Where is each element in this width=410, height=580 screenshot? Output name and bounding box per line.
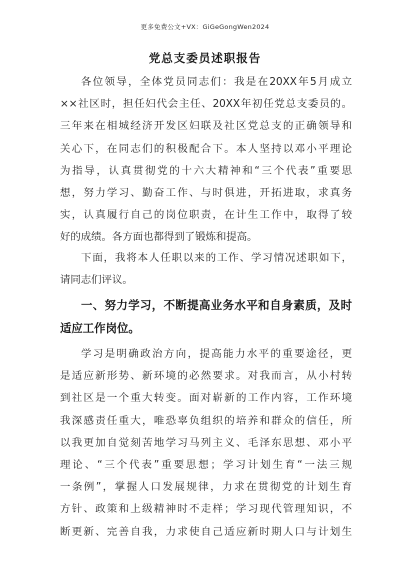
text-line: 实，认真履行自己的岗位职责，在计生工作中，取得了较 <box>60 209 352 222</box>
text-line: 以我更加自觉刻苦地学习马列主义、毛泽东思想、邓小平 <box>60 436 352 449</box>
text-line: 理论、“三个代表”重要思想；学习计划生育“一法三规 <box>60 459 352 472</box>
text-line: 我深感责任重大，唯恐辜负组织的培养和群众的信任，所 <box>60 414 352 427</box>
text-line: 请同志们评议。 <box>60 274 133 287</box>
text-line: 学习是明确政治方向，提高能力水平的重要途径，更 <box>81 348 352 360</box>
text-line: 是适应新形势、新环境的必然要求。对我而言，从小村转 <box>60 370 352 383</box>
section-heading <box>60 294 352 340</box>
text-line: ××社区时，担任妇代会主任、20XX年初任党总支委员的。 <box>60 98 352 111</box>
paragraph-intro <box>60 71 352 249</box>
text-line: 好的成绩。各方面也都得到了锻炼和提高。 <box>60 231 258 244</box>
text-line: 想，努力学习、勤奋工作、与时俱进，开拓进取，求真务 <box>60 187 352 200</box>
header-note: 更多免费公文+VX：GiGeGongWen2024 <box>140 23 270 31</box>
text-line: 各位领导，全体党员同志们：我是在20XX年5月成立 <box>81 76 352 88</box>
text-line: 方针、政策和上级精神时不走样；学习现代管理知识，不 <box>60 503 352 516</box>
text-line: 断更新、完善自我，力求使自己适应新时期人口与计划生 <box>60 525 352 538</box>
page-title: 党总支委员述职报告 <box>148 51 262 65</box>
paragraph-study <box>60 343 352 543</box>
heading-line: 适应工作岗位。 <box>60 321 140 335</box>
text-line: 到社区是一个重大转变。面对崭新的工作内容，工作环境 <box>60 392 352 405</box>
text-line: 关心下，在同志们的积极配合下。本人坚持以邓小平理论 <box>60 142 352 155</box>
paragraph-transition <box>60 247 352 291</box>
text-line: 下面，我将本人任职以来的工作、学习情况述职如下， <box>81 252 352 264</box>
text-line: 一条例”，掌握人口发展规律，力求在贯彻党的计划生育 <box>60 481 352 494</box>
text-line: 为指导，认真贯彻党的十六大精神和“三个代表”重要思 <box>60 164 352 177</box>
text-line: 三年来在相城经济开发区妇联及社区党总支的正确领导和 <box>60 120 352 133</box>
heading-line: 一、努力学习，不断提高业务水平和自身素质，及时 <box>81 298 352 312</box>
